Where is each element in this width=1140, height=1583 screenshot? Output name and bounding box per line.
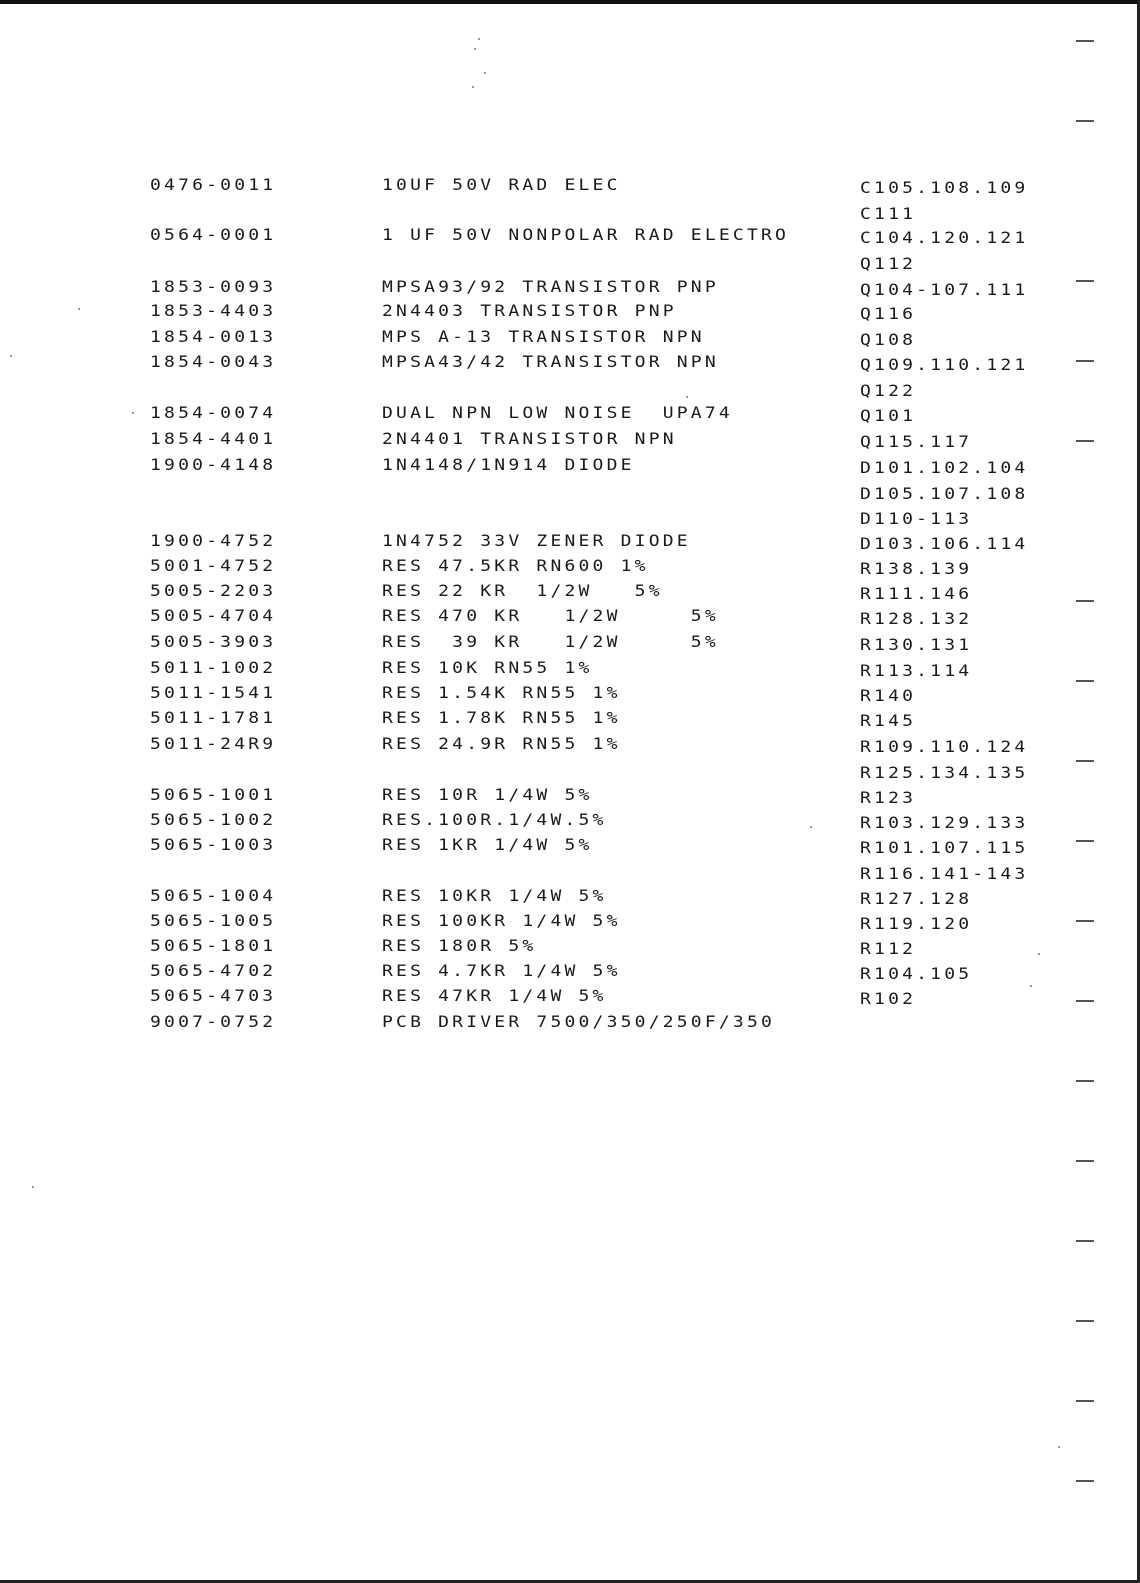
reference-designator: R123 [860,789,917,808]
reference-designator: D105.107.108 [860,484,1029,504]
part-description: 2N4403 TRANSISTOR PNP [382,302,677,321]
part-number: 5011-1541 [150,684,277,703]
speck [10,355,12,357]
margin-tick [1076,840,1094,842]
reference-designator: R113.114 [860,662,973,681]
reference-designator: R130.131 [860,636,973,655]
part-number: 5065-4703 [150,987,277,1006]
part-description: RES 22 KR 1/2W 5% [382,582,663,601]
reference-designator: R138.139 [860,560,973,579]
part-number: 5065-1004 [150,887,277,906]
reference-designator: Q109.110.121 [860,356,1029,375]
reference-designator: R112 [860,940,917,959]
part-description: RES 1.78K RN55 1% [382,709,621,728]
part-number: 0564-0001 [150,226,277,245]
reference-designator: C104.120.121 [860,229,1029,248]
part-description: 2N4401 TRANSISTOR NPN [382,430,677,449]
part-description: RES 10K RN55 1% [382,659,593,678]
reference-designator: Q116 [860,305,917,324]
reference-designator: R127.128 [860,890,973,909]
reference-designator: R103.129.133 [860,814,1029,833]
part-description: RES 39 KR 1/2W 5% [382,633,719,652]
speck [484,72,486,74]
reference-designator: Q115.117 [860,433,973,452]
reference-designator: C111 [860,204,917,224]
reference-designator: R145 [860,712,917,731]
part-number: 5011-24R9 [150,735,277,754]
part-number: 1854-0013 [150,328,277,347]
margin-tick [1076,1080,1094,1082]
part-number: 5005-2203 [150,582,277,601]
part-description: MPSA93/92 TRANSISTOR PNP [382,278,719,297]
part-number: 5011-1781 [150,709,277,728]
reference-designator: D103.106.114 [860,535,1029,554]
margin-tick [1076,920,1094,922]
reference-designator: Q108 [860,331,917,350]
speck [478,38,480,40]
margin-tick [1076,1160,1094,1162]
part-description: PCB DRIVER 7500/350/250F/350 [382,1013,776,1032]
part-description: RES 10R 1/4W 5% [382,786,593,805]
part-number: 5011-1002 [150,659,277,678]
margin-tick [1076,440,1094,442]
reference-designator: R102 [860,990,917,1009]
speck [472,86,474,88]
part-number: 1900-4752 [150,532,277,551]
reference-designator: R101.107.115 [860,839,1029,858]
reference-designator: Q101 [860,407,917,426]
reference-designator: D110-113 [860,510,973,529]
margin-tick [1076,120,1094,122]
part-description: RES 1.54K RN55 1% [382,684,621,703]
part-number: 1853-4403 [150,302,277,321]
margin-tick [1076,40,1094,42]
margin-tick [1076,1480,1094,1482]
part-number: 1900-4148 [150,456,277,475]
speck [1030,985,1032,987]
part-number: 1854-0043 [150,353,277,372]
speck [686,396,688,398]
part-description: MPSA43/42 TRANSISTOR NPN [382,353,719,372]
reference-designator: Q104-107.111 [860,281,1029,300]
reference-designator: R140 [860,687,917,706]
part-number: 1854-0074 [150,404,277,423]
reference-designator: R111.146 [860,585,973,604]
part-number: 5065-1005 [150,912,277,931]
part-description: DUAL NPN LOW NOISE UPA74 [382,404,733,423]
speck [1038,953,1040,955]
margin-tick [1076,760,1094,762]
speck [810,826,812,828]
part-description: MPS A-13 TRANSISTOR NPN [382,328,705,347]
reference-designator: R128.132 [860,610,973,629]
part-description: RES 4.7KR 1/4W 5% [382,962,621,981]
reference-designator: D101.102.104 [860,459,1029,478]
part-description: RES 470 KR 1/2W 5% [382,607,719,626]
part-description: RES.100R.1/4W.5% [382,811,607,830]
reference-designator: R116.141-143 [860,864,1029,884]
reference-designator: R125.134.135 [860,763,1029,783]
speck [474,48,476,50]
reference-designator: C105.108.109 [860,179,1029,198]
top-edge-rule [0,0,1140,4]
part-description: RES 47.5KR RN600 1% [382,557,649,576]
part-description: 1N4752 33V ZENER DIODE [382,532,691,551]
part-number: 5065-1002 [150,811,277,830]
part-description: 1N4148/1N914 DIODE [382,456,635,475]
speck [32,1186,34,1188]
part-description: RES 10KR 1/4W 5% [382,887,607,906]
part-number: 1853-0093 [150,278,277,297]
part-number: 5065-1001 [150,786,277,805]
margin-tick [1076,600,1094,602]
part-description: RES 100KR 1/4W 5% [382,912,621,931]
part-description: 10UF 50V RAD ELEC [382,176,621,195]
part-number: 5065-1003 [150,836,277,855]
reference-designator: R104.105 [860,965,973,984]
margin-tick [1076,1400,1094,1402]
speck [78,308,80,310]
part-description: RES 1KR 1/4W 5% [382,836,593,855]
margin-tick [1076,1320,1094,1322]
part-description: RES 24.9R RN55 1% [382,735,621,754]
part-number: 5065-4702 [150,962,277,981]
part-description: RES 47KR 1/4W 5% [382,987,607,1006]
part-number: 5065-1801 [150,937,277,956]
margin-tick [1076,1000,1094,1002]
margin-tick [1076,360,1094,362]
part-number: 0476-0011 [150,176,277,195]
margin-tick [1076,680,1094,682]
part-number: 5001-4752 [150,557,277,576]
reference-designator: Q122 [860,381,917,401]
part-description: 1 UF 50V NONPOLAR RAD ELECTRO [382,226,790,245]
margin-tick [1076,1240,1094,1242]
speck [1058,1446,1060,1448]
part-description: RES 180R 5% [382,937,537,956]
part-number: 5005-3903 [150,633,277,652]
part-number: 9007-0752 [150,1013,277,1032]
part-number: 5005-4704 [150,607,277,626]
reference-designator: R109.110.124 [860,738,1029,757]
speck [132,412,134,414]
reference-designator: Q112 [860,254,917,274]
reference-designator: R119.120 [860,915,973,934]
margin-tick [1076,280,1094,282]
part-number: 1854-4401 [150,430,277,449]
